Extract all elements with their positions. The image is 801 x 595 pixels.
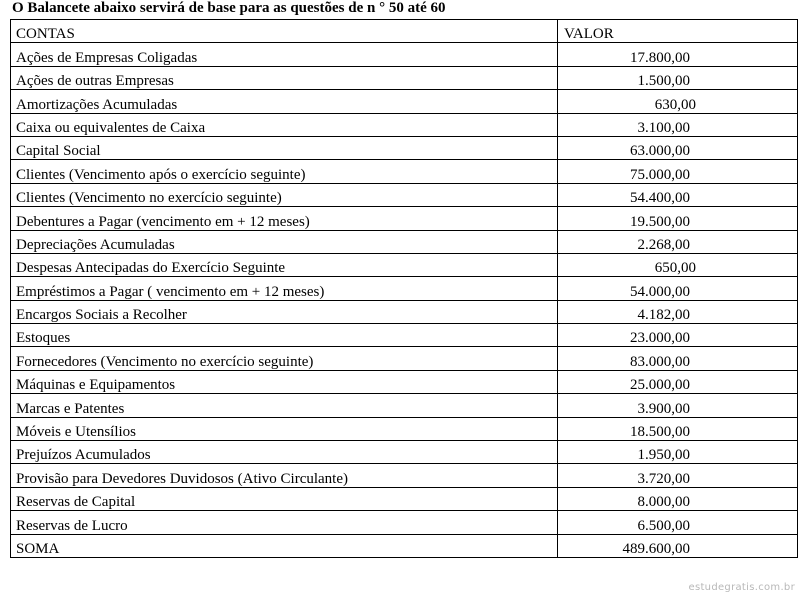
table-row — [11, 487, 798, 510]
conta-cell: Clientes (Vencimento após o exercício seguinte) — [11, 160, 558, 183]
conta-cell: Fornecedores (Vencimento no exercício seguinte) — [11, 347, 558, 370]
conta-cell: Depreciações Acumuladas — [11, 230, 558, 253]
valor-cell: 4.182,00 — [637, 307, 690, 324]
total-value: 489.600,00 — [622, 540, 690, 557]
valor-cell: 2.268,00 — [637, 236, 690, 253]
table-row — [11, 417, 798, 440]
conta-cell: Amortizações Acumuladas — [11, 90, 558, 113]
valor-cell: 75.000,00 — [630, 166, 690, 183]
valor-cell: 630,00 — [654, 96, 696, 113]
valor-cell: 19.500,00 — [630, 213, 690, 230]
table-row — [11, 160, 798, 183]
table-row — [11, 230, 798, 253]
conta-cell: Ações de outras Empresas — [11, 66, 558, 89]
valor-cell: 3.720,00 — [637, 470, 690, 487]
table-row — [11, 207, 798, 230]
valor-cell: 1.950,00 — [637, 447, 690, 464]
table-header-row — [11, 20, 798, 43]
watermark: estudegratis.com.br — [688, 582, 795, 593]
valor-cell: 1.500,00 — [637, 73, 690, 90]
table-row — [11, 324, 798, 347]
conta-cell: Máquinas e Equipamentos — [11, 370, 558, 393]
valor-cell: 3.900,00 — [637, 400, 690, 417]
valor-cell: 54.400,00 — [630, 190, 690, 207]
conta-cell: Reservas de Capital — [11, 487, 558, 510]
table-row — [11, 43, 798, 66]
valor-cell: 8.000,00 — [637, 494, 690, 511]
valor-cell: 83.000,00 — [630, 353, 690, 370]
conta-cell: Reservas de Lucro — [11, 511, 558, 534]
page-title: O Balancete abaixo servirá de base para as questões de n ° 50 até 60 — [12, 0, 446, 16]
table-row — [11, 253, 798, 276]
table-row — [11, 113, 798, 136]
conta-cell: Encargos Sociais a Recolher — [11, 300, 558, 323]
table-row — [11, 464, 798, 487]
table-row — [11, 370, 798, 393]
conta-cell: Caixa ou equivalentes de Caixa — [11, 113, 558, 136]
total-label: SOMA — [11, 534, 558, 557]
table-row — [11, 183, 798, 206]
conta-cell: Despesas Antecipadas do Exercício Seguinte — [11, 253, 558, 276]
table-row — [11, 277, 798, 300]
conta-cell: Capital Social — [11, 136, 558, 159]
valor-cell: 23.000,00 — [630, 330, 690, 347]
conta-cell: Debentures a Pagar (vencimento em + 12 meses) — [11, 207, 558, 230]
table-row — [11, 347, 798, 370]
table-row — [11, 511, 798, 534]
conta-cell: Clientes (Vencimento no exercício seguinte) — [11, 183, 558, 206]
header-valor: VALOR — [558, 20, 798, 43]
conta-cell: Móveis e Utensílios — [11, 417, 558, 440]
header-contas: CONTAS — [11, 20, 558, 43]
balancete-table — [10, 19, 798, 558]
table-row — [11, 394, 798, 417]
valor-cell: 18.500,00 — [630, 424, 690, 441]
table-row — [11, 90, 798, 113]
table-row — [11, 136, 798, 159]
valor-cell: 3.100,00 — [637, 119, 690, 136]
table-total-row — [11, 534, 798, 557]
valor-cell: 650,00 — [654, 260, 696, 277]
table-row — [11, 66, 798, 89]
conta-cell: Prejuízos Acumulados — [11, 441, 558, 464]
valor-cell: 17.800,00 — [630, 49, 690, 66]
table-row — [11, 300, 798, 323]
valor-cell: 54.000,00 — [630, 283, 690, 300]
table-row — [11, 441, 798, 464]
conta-cell: Ações de Empresas Coligadas — [11, 43, 558, 66]
conta-cell: Marcas e Patentes — [11, 394, 558, 417]
valor-cell: 25.000,00 — [630, 377, 690, 394]
valor-cell: 63.000,00 — [630, 143, 690, 160]
conta-cell: Estoques — [11, 324, 558, 347]
conta-cell: Empréstimos a Pagar ( vencimento em + 12 meses) — [11, 277, 558, 300]
valor-cell: 6.500,00 — [637, 517, 690, 534]
conta-cell: Provisão para Devedores Duvidosos (Ativo Circulante) — [11, 464, 558, 487]
